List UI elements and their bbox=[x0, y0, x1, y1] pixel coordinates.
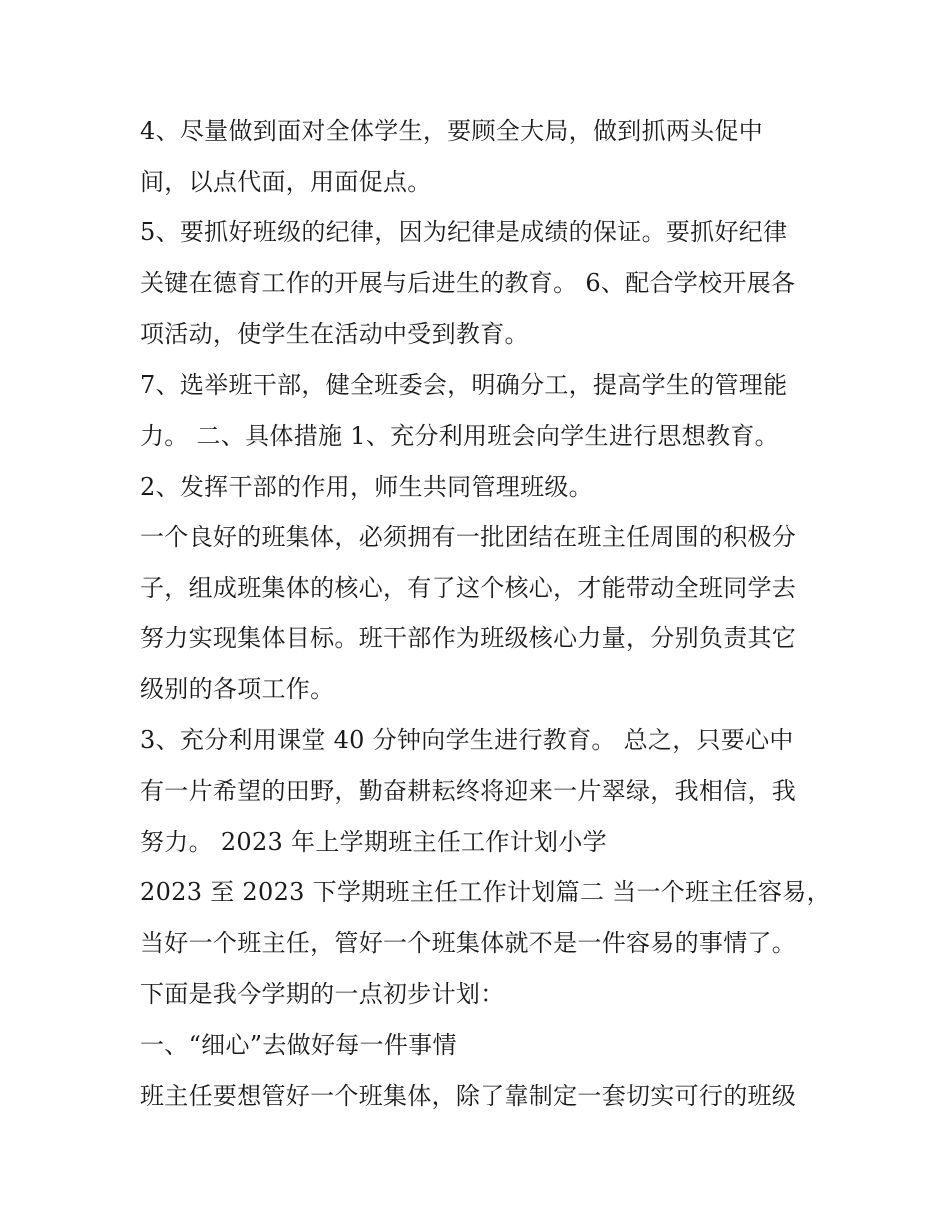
text-line: 班主任要想管好一个班集体，除了靠制定一套切实可行的班级 bbox=[140, 1082, 797, 1110]
text-line: 一、“细心”去做好每一件事情 bbox=[140, 1031, 457, 1059]
text-line: 子，组成班集体的核心，有了这个核心，才能带动全班同学去 bbox=[140, 574, 797, 602]
text-line: 3、充分利用课堂 40 分钟向学生进行教育。 总之，只要心中 bbox=[140, 726, 794, 754]
text-line: 有一片希望的田野，勤奋耕耘终将迎来一片翠绿，我相信，我 bbox=[140, 777, 797, 805]
text-line: 2、发挥干部的作用，师生共同管理班级。 bbox=[140, 473, 593, 501]
text-line: 下面是我今学期的一点初步计划： bbox=[140, 980, 505, 1008]
text-line: 7、选举班干部，健全班委会，明确分工，提高学生的管理能 bbox=[140, 371, 788, 399]
text-line: 项活动，使学生在活动中受到教育。 bbox=[140, 320, 529, 348]
text-line: 当好一个班主任，管好一个班集体就不是一件容易的事情了。 bbox=[140, 929, 797, 957]
text-line: 力。 二、具体措施 1、充分利用班会向学生进行思想教育。 bbox=[140, 422, 779, 450]
text-line: 2023 至 2023 下学期班主任工作计划篇二 当一个班主任容易， bbox=[140, 878, 831, 906]
text-line: 关键在德育工作的开展与后进生的教育。 6、配合学校开展各 bbox=[140, 269, 796, 297]
text-line: 间，以点代面，用面促点。 bbox=[140, 168, 432, 196]
text-line: 级别的各项工作。 bbox=[140, 675, 335, 703]
text-line: 努力实现集体目标。班干部作为班级核心力量，分别负责其它 bbox=[140, 624, 797, 652]
text-line: 努力。 2023 年上学期班主任工作计划小学 bbox=[140, 828, 607, 856]
text-line: 4、尽量做到面对全体学生，要顾全大局，做到抓两头促中 bbox=[140, 117, 764, 145]
text-line: 5、要抓好班级的纪律，因为纪律是成绩的保证。要抓好纪律 bbox=[140, 218, 788, 246]
text-line: 一个良好的班集体，必须拥有一批团结在班主任周围的积极分 bbox=[140, 523, 797, 551]
